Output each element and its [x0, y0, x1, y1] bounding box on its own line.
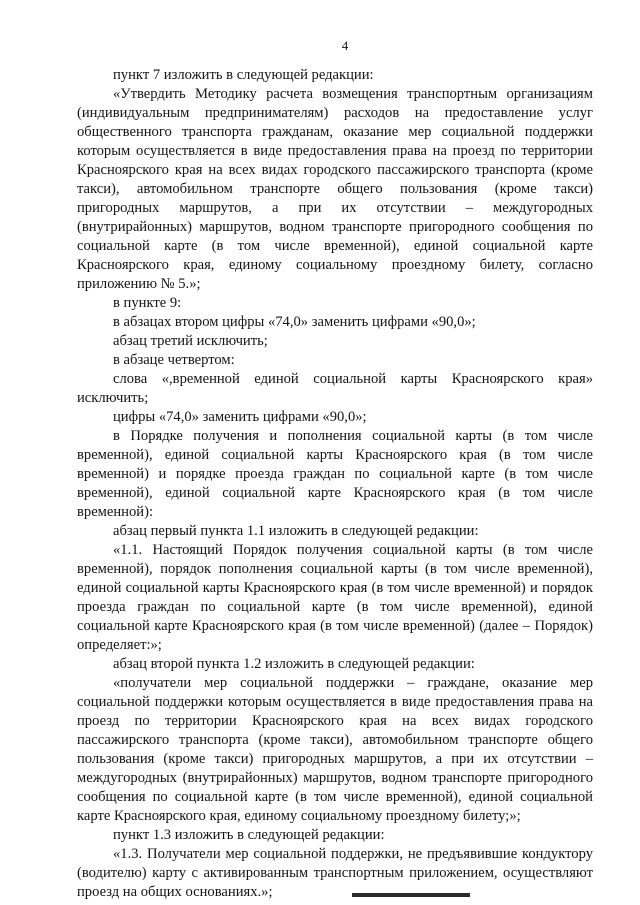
paragraph: в пункте 9:	[113, 295, 182, 311]
paragraph: цифры «74,0» заменить цифрами «90,0»;	[113, 409, 367, 425]
paragraph: абзац третий исключить;	[113, 333, 268, 349]
paragraph: «1.3. Получатели мер социальной поддержки, не предъявившие кондуктору (водителю) карту с активированным транспортным приложением, осуществляют проезд на общих основаниях.»;	[77, 846, 593, 900]
paragraph: «получатели мер социальной поддержки – граждане, оказание мер социальной поддержки которым осуществляется в виде предоставления права на проезд по территории Красноярского края на всех видах городского пассажирского транспорта (кроме такси), автомобильном транспорте общего пользования (кроме такси) пригородных маршрутов, а при их отсутствии – междугородных (внутрирайонных) маршрутов, водном транспорте пригородного сообщения по социальной карте (в том числе временной), единой социальной карте Красноярского края, единому социальному проездному билету;»;	[77, 675, 593, 824]
paragraph: в абзаце четвертом:	[113, 352, 235, 368]
paragraph: слова «,временной единой социальной карты Красноярского края» исключить;	[77, 371, 593, 406]
paragraph: в абзацах втором цифры «74,0» заменить цифрами «90,0»;	[113, 314, 476, 330]
paragraph: абзац второй пункта 1.2 изложить в следующей редакции:	[113, 656, 475, 672]
paragraph: пункт 1.3 изложить в следующей редакции:	[113, 827, 385, 843]
paragraph: «Утвердить Методику расчета возмещения транспортным организациям (индивидуальным предпринимателям) расходов на предоставление услуг общественного транспорта гражданам, оказание мер социальной поддержки которым осуществляется в виде предоставления права на проезд по территории Красноярского края на всех видах городского пассажирского транспорта (кроме такси), автомобильном транспорте общего пользования (кроме такси) пригородных маршрутов, а при их отсутствии – междугородных (внутрирайонных) маршрутов, водном транспорте пригородного сообщения по социальной карте (в том числе временной), единой социальной карте Красноярского края, единому социальному проездному билету, согласно приложению № 5.»;	[77, 86, 593, 292]
paragraph: абзац первый пункта 1.1 изложить в следующей редакции:	[113, 523, 479, 539]
page-number: 4	[341, 38, 349, 53]
bottom-edge-mark	[352, 893, 470, 897]
document-body	[77, 66, 593, 902]
paragraph: в Порядке получения и пополнения социальной карты (в том числе временной), единой социальной карты Красноярского края (в том числе временной) и порядке проезда граждан по социальной карте (в том числе временной), единой социальной карте Красноярского края (в том числе временной):	[77, 428, 593, 520]
paragraph: «1.1. Настоящий Порядок получения социальной карты (в том числе временной), порядок пополнения социальной карты (в том числе временной), единой социальной карты Красноярского края (в том числе временной) и порядок проезда граждан по социальной карте (в том числе временной), единой социальной карте Красноярского края (в том числе временной) (далее – Порядок) определяет:»;	[77, 542, 593, 653]
paragraph: пункт 7 изложить в следующей редакции:	[113, 67, 374, 83]
